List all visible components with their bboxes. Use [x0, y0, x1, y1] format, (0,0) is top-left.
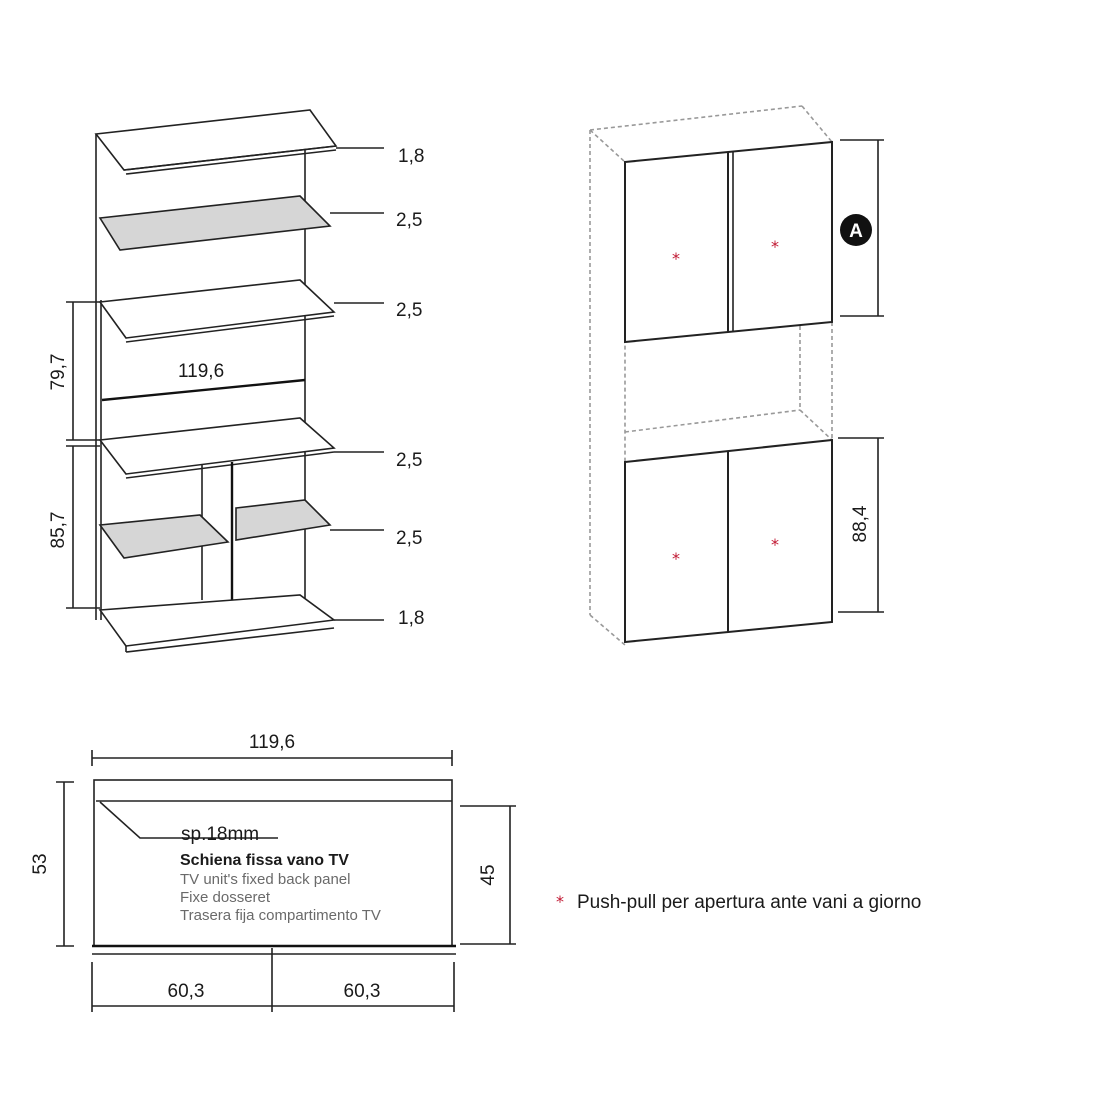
cabinet-outline	[590, 106, 802, 130]
shelf-bottom	[100, 595, 334, 646]
cabinet-outline	[590, 615, 625, 645]
thickness-label: 2,5	[396, 528, 423, 549]
shelf-unit-elevation	[48, 110, 424, 652]
marker-a-label: A	[849, 221, 863, 242]
back-panel-note-fr: Fixe dosseret	[180, 889, 271, 906]
thickness-label: 1,8	[398, 608, 425, 629]
thickness-label: 2,5	[396, 300, 423, 321]
cabinet-outline	[590, 130, 625, 640]
back-panel-note-it: Schiena fissa vano TV	[180, 852, 349, 869]
shelf-5-right	[236, 500, 330, 540]
cabinet-lower-height-label: 88,4	[850, 505, 871, 543]
back-panel-note-es: Trasera fija compartimento TV	[180, 907, 381, 924]
cabinet-outline	[800, 410, 832, 440]
half-width-right-label: 60,3	[343, 981, 381, 1002]
depth-total-label: 53	[30, 853, 51, 875]
cabinet-elevation	[590, 106, 884, 645]
plan-view	[30, 732, 516, 1012]
legend-star-icon: *	[556, 892, 564, 911]
inner-width-line	[102, 380, 305, 400]
push-pull-marker: *	[771, 237, 779, 256]
shelf-top	[96, 110, 336, 170]
back-panel-thickness: sp.18mm	[181, 824, 260, 845]
shelf-4	[100, 418, 334, 474]
cabinet-outline	[625, 410, 800, 432]
shelf-5-left	[100, 515, 228, 558]
push-pull-marker: *	[672, 549, 680, 568]
inner-width-label: 119,6	[178, 361, 225, 382]
legend-text: Push-pull per apertura ante vani a giorno	[577, 892, 922, 913]
thickness-label: 2,5	[396, 450, 423, 471]
cabinet-outline	[802, 106, 832, 142]
shelf-3	[100, 280, 334, 338]
push-pull-marker: *	[771, 535, 779, 554]
back-panel-note-en: TV unit's fixed back panel	[180, 871, 351, 888]
shelf-2	[100, 196, 330, 250]
depth-inner-label: 45	[478, 864, 499, 886]
half-width-left-label: 60,3	[167, 981, 205, 1002]
thickness-label: 1,8	[398, 146, 425, 167]
upper-height-label: 79,7	[48, 353, 69, 391]
lower-height-label: 85,7	[48, 511, 69, 549]
legend	[556, 892, 921, 913]
push-pull-marker: *	[672, 249, 680, 268]
thickness-label: 2,5	[396, 210, 423, 231]
plan-width-label: 119,6	[248, 732, 296, 753]
